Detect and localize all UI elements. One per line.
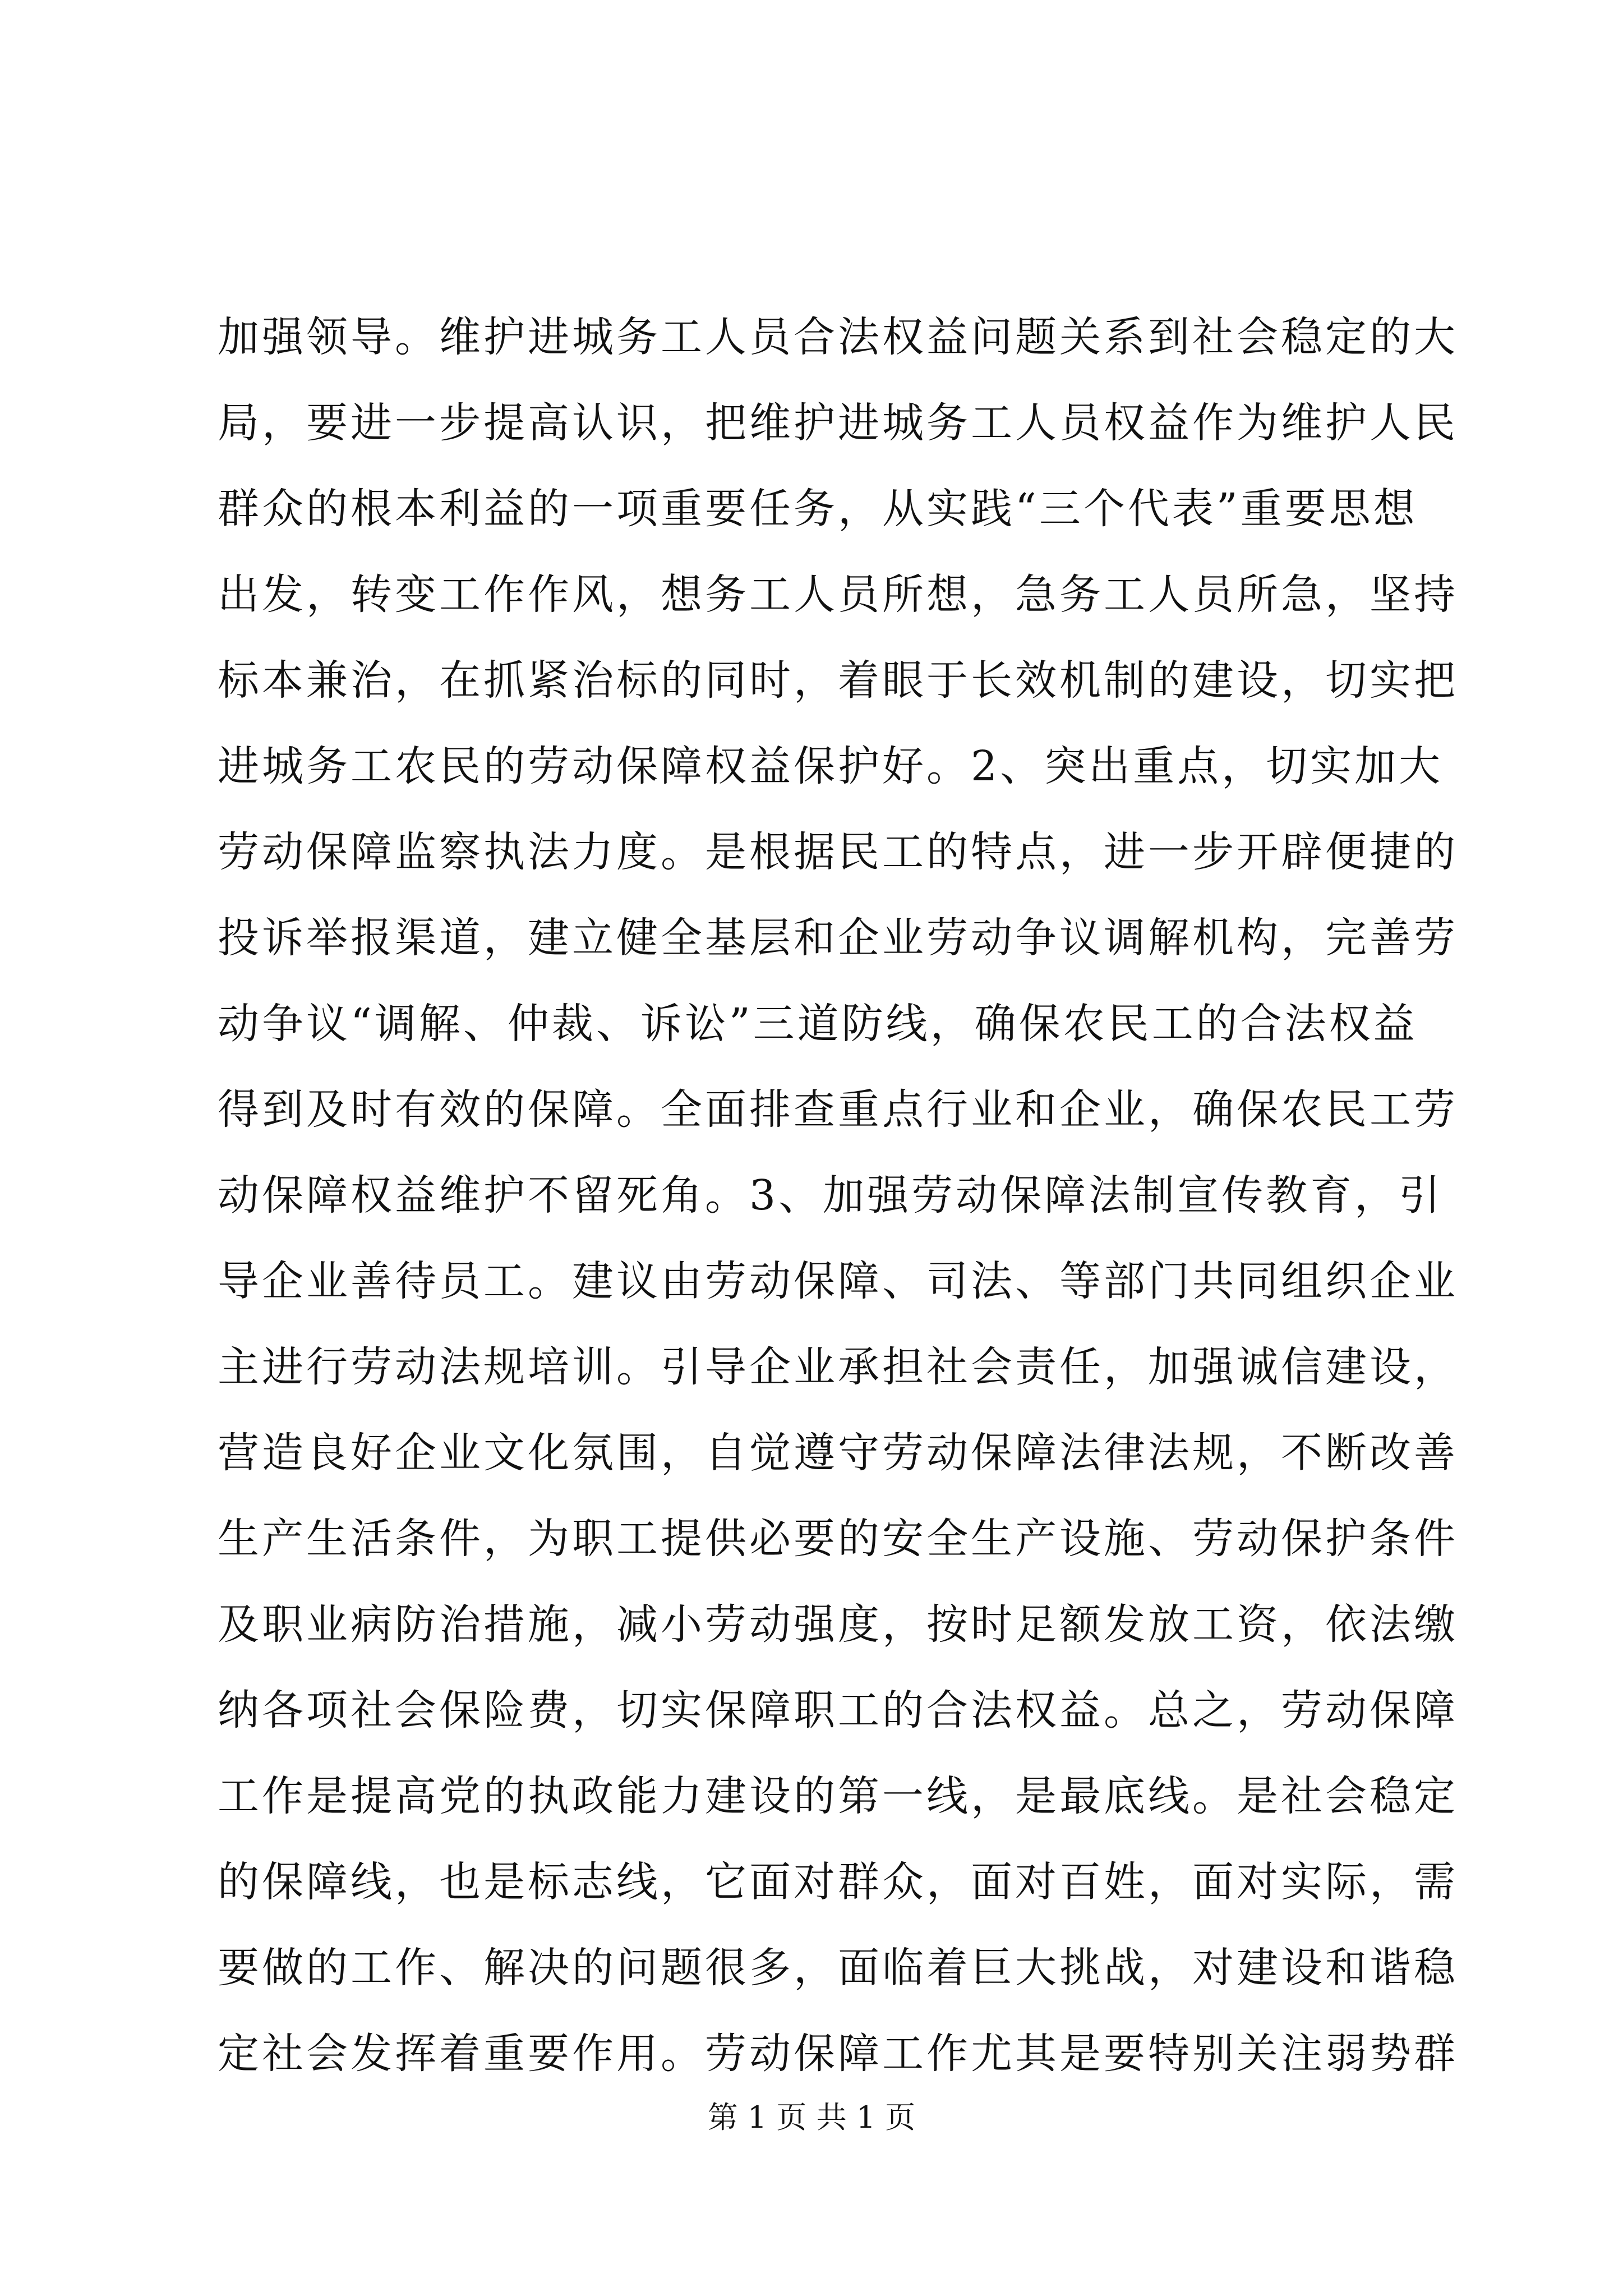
- page-number-label: 第 1 页 共 1 页: [707, 2100, 916, 2135]
- text-line-14: 营造良好企业文化氛围，自觉遵守劳动保障法律法规，不断改善: [218, 1429, 1458, 1477]
- text-line-18: 工作是提高党的执政能力建设的第一线，是最底线。是社会稳定: [218, 1772, 1458, 1820]
- text-line-2: 局，要进一步提高认识，把维护进城务工人员权益作为维护人民: [218, 399, 1458, 447]
- text-line-9: 动争议“调解、仲裁、诉讼”三道防线，确保农民工的合法权益: [218, 1000, 1418, 1048]
- text-line-8: 投诉举报渠道，建立健全基层和企业劳动争议调解机构，完善劳: [218, 914, 1458, 962]
- text-line-15: 生产生活条件，为职工提供必要的安全生产设施、劳动保护条件: [218, 1515, 1458, 1563]
- text-line-11: 动保障权益维护不留死角。3、加强劳动保障法制宣传教育，引: [218, 1171, 1444, 1220]
- text-line-4: 出发，转变工作作风，想务工人员所想，急务工人员所急，坚持: [218, 570, 1458, 619]
- text-line-7: 劳动保障监察执法力度。是根据民工的特点，进一步开辟便捷的: [218, 828, 1458, 876]
- text-line-12: 导企业善待员工。建议由劳动保障、司法、等部门共同组织企业: [218, 1257, 1458, 1305]
- text-line-16: 及职业病防治措施，减小劳动强度，按时足额发放工资，依法缴: [218, 1600, 1458, 1649]
- text-line-6: 进城务工农民的劳动保障权益保护好。2、突出重点，切实加大: [218, 742, 1444, 790]
- text-line-3: 群众的根本利益的一项重要任务，从实践“三个代表”重要思想: [218, 485, 1418, 533]
- page-footer: [0, 2095, 1623, 2140]
- text-line-21: 定社会发挥着重要作用。劳动保障工作尤其是要特别关注弱势群: [218, 2030, 1458, 2078]
- text-line-20: 要做的工作、解决的问题很多，面临着巨大挑战，对建设和谐稳: [218, 1944, 1458, 1992]
- text-line-19: 的保障线，也是标志线，它面对群众，面对百姓，面对实际，需: [218, 1858, 1458, 1906]
- text-line-17: 纳各项社会保险费，切实保障职工的合法权益。总之，劳动保障: [218, 1686, 1458, 1734]
- text-line-5: 标本兼治，在抓紧治标的同时，着眼于长效机制的建设，切实把: [218, 656, 1458, 705]
- body-text: [218, 295, 1458, 2097]
- text-line-10: 得到及时有效的保障。全面排查重点行业和企业，确保农民工劳: [218, 1085, 1458, 1134]
- text-line-1: 加强领导。维护进城务工人员合法权益问题关系到社会稳定的大: [218, 313, 1458, 361]
- text-line-13: 主进行劳动法规培训。引导企业承担社会责任，加强诚信建设，: [218, 1343, 1458, 1391]
